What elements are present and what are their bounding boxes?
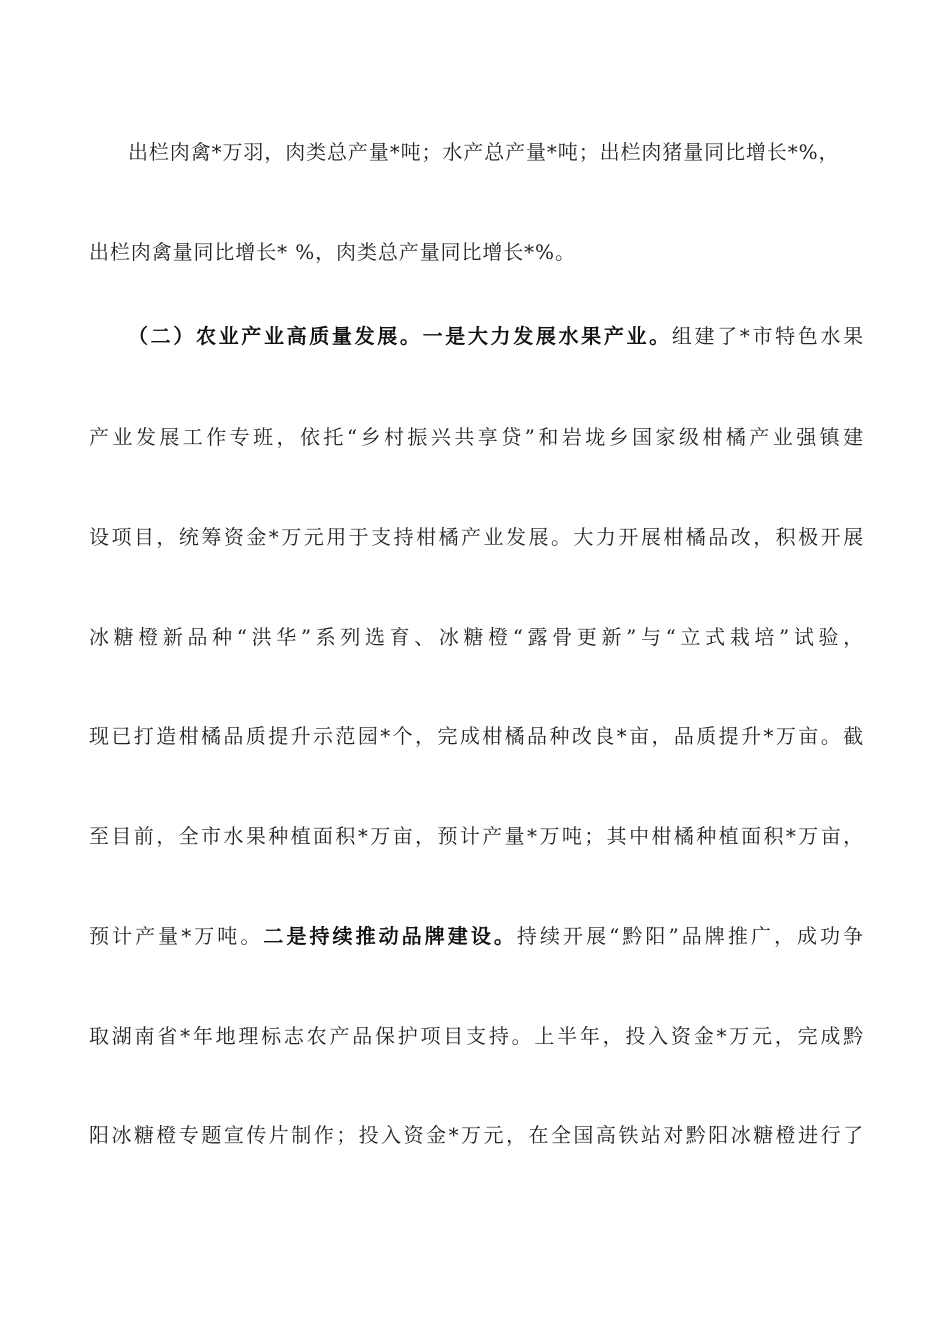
text-segment: 预计产量*万吨。 bbox=[89, 924, 264, 948]
text-segment: 出栏肉禽*万羽，肉类总产量*吨；水产总产量*吨；出栏肉猪量同比增长*%， bbox=[128, 140, 840, 164]
text-line-11 bbox=[89, 1121, 864, 1149]
text-segment: 至目前，全市水果种植面积*万亩，预计产量*万吨；其中柑橘种植面积*万亩， bbox=[89, 824, 864, 848]
text-segment: 阳冰糖橙专题宣传片制作；投入资金*万元，在全国高铁站对黔阳冰糖橙进行了 bbox=[89, 1123, 864, 1147]
text-line-1 bbox=[128, 138, 864, 166]
text-segment: 现已打造柑橘品质提升示范园*个，完成柑橘品种改良*亩，品质提升*万亩。截 bbox=[89, 724, 864, 748]
text-segment: 组建了*市特色水果 bbox=[671, 324, 864, 348]
text-line-5 bbox=[89, 523, 864, 551]
text-line-4 bbox=[89, 423, 864, 451]
text-line-10 bbox=[89, 1022, 864, 1050]
text-line-2 bbox=[89, 238, 864, 266]
subheading-brand: 二是持续推动品牌建设。 bbox=[263, 924, 517, 948]
section-heading: （二）农业产业高质量发展。一是大力发展水果产业。 bbox=[128, 324, 672, 348]
text-segment: 取湖南省*年地理标志农产品保护项目支持。上半年，投入资金*万元，完成黔 bbox=[89, 1024, 864, 1048]
text-line-7 bbox=[89, 722, 864, 750]
section-heading-line bbox=[128, 322, 864, 350]
text-segment: 冰糖橙新品种“洪华”系列选育、冰糖橙“露骨更新”与“立式栽培”试验， bbox=[89, 625, 864, 649]
text-line-9 bbox=[89, 922, 864, 950]
text-segment: 设项目，统筹资金*万元用于支持柑橘产业发展。大力开展柑橘品改，积极开展 bbox=[89, 525, 864, 549]
text-line-8 bbox=[89, 822, 864, 850]
text-segment: 出栏肉禽量同比增长* %，肉类总产量同比增长*%。 bbox=[89, 240, 576, 264]
text-line-6 bbox=[89, 623, 864, 651]
text-segment: 产业发展工作专班，依托“乡村振兴共享贷”和岩垅乡国家级柑橘产业强镇建 bbox=[89, 425, 864, 449]
text-segment: 持续开展“黔阳”品牌推广，成功争 bbox=[516, 924, 864, 948]
